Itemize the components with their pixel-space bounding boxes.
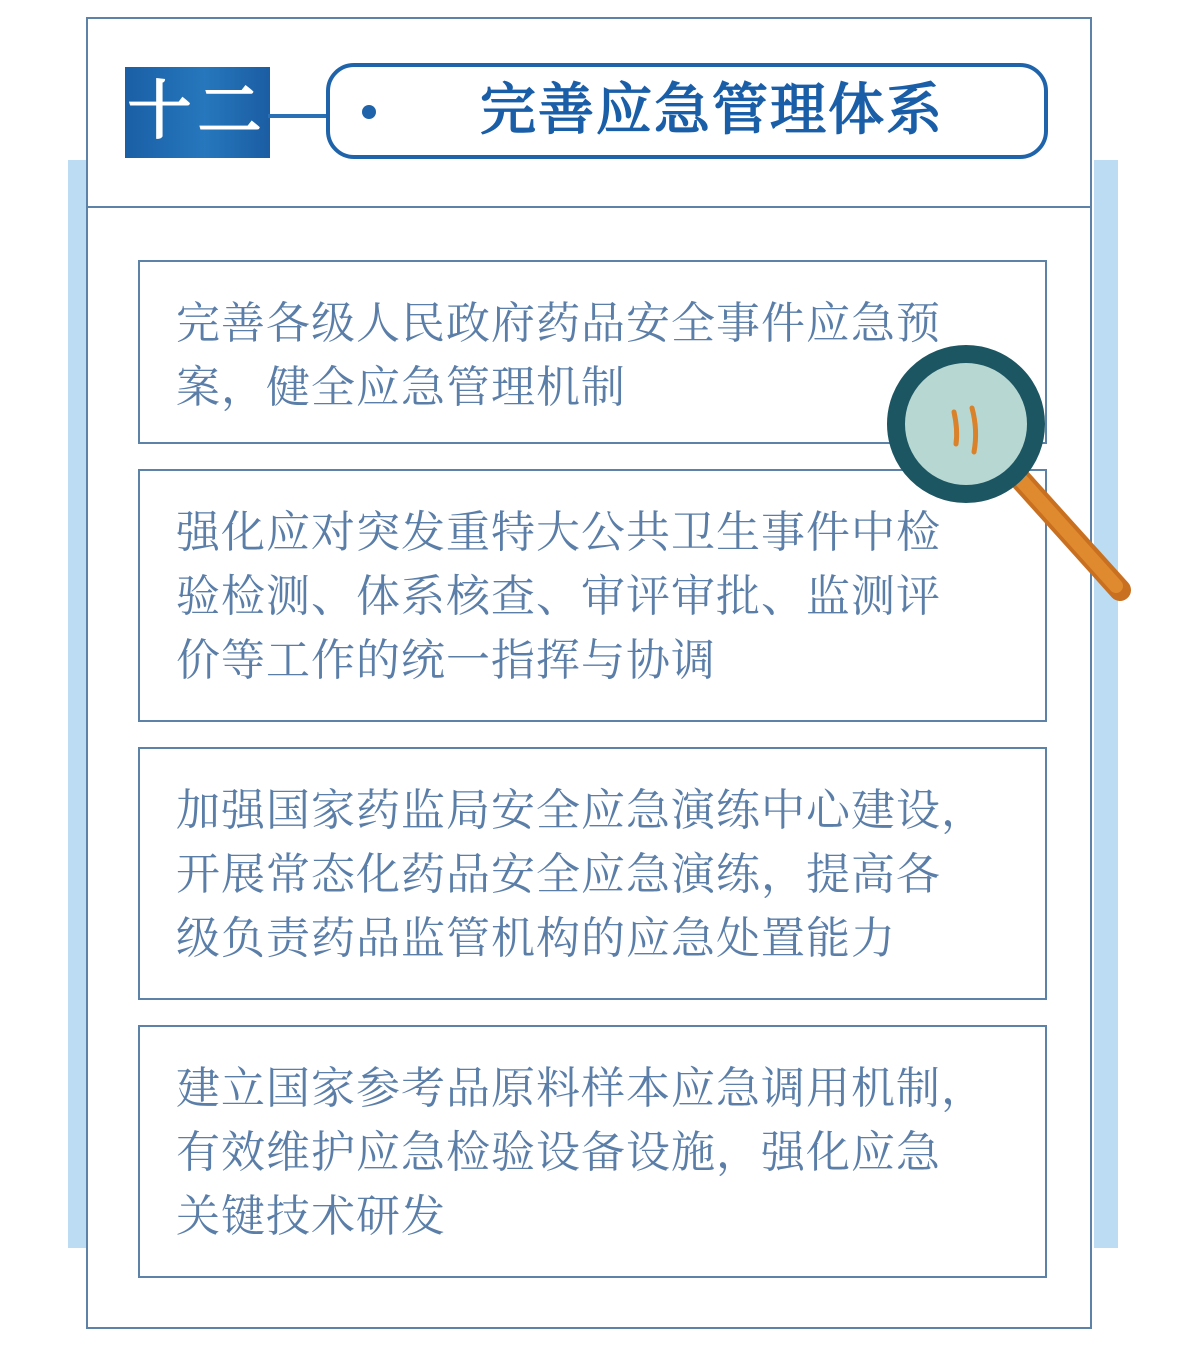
policy-card [86,17,1092,1329]
title-dot [362,105,376,119]
section-number-badge: 十二 [125,67,270,158]
section-title: 完善应急管理体系 [480,78,944,143]
policy-item-3 [138,747,1047,1000]
policy-item-text: 建立国家参考品原料样本应急调用机制， 有效维护应急检验设备设施，强化应急 关键技术研发 [176,1063,986,1242]
right-side-band [1094,160,1118,1248]
left-side-band [68,160,88,1248]
header-divider [88,206,1090,208]
policy-item-text: 加强国家药监局安全应急演练中心建设， 开展常态化药品安全应急演练，提高各 级负责药品监管机构的应急处置能力 [176,785,986,964]
policy-item-text: 强化应对突发重特大公共卫生事件中检 验检测、体系核查、审评审批、监测评 价等工作的统一指挥与协调 [176,507,941,686]
policy-item-text: 完善各级人民政府药品安全事件应急预 案，健全应急管理机制 [176,298,941,413]
policy-item-4 [138,1025,1047,1278]
magnifier-icon [882,340,1132,605]
section-title-frame [326,63,1048,159]
